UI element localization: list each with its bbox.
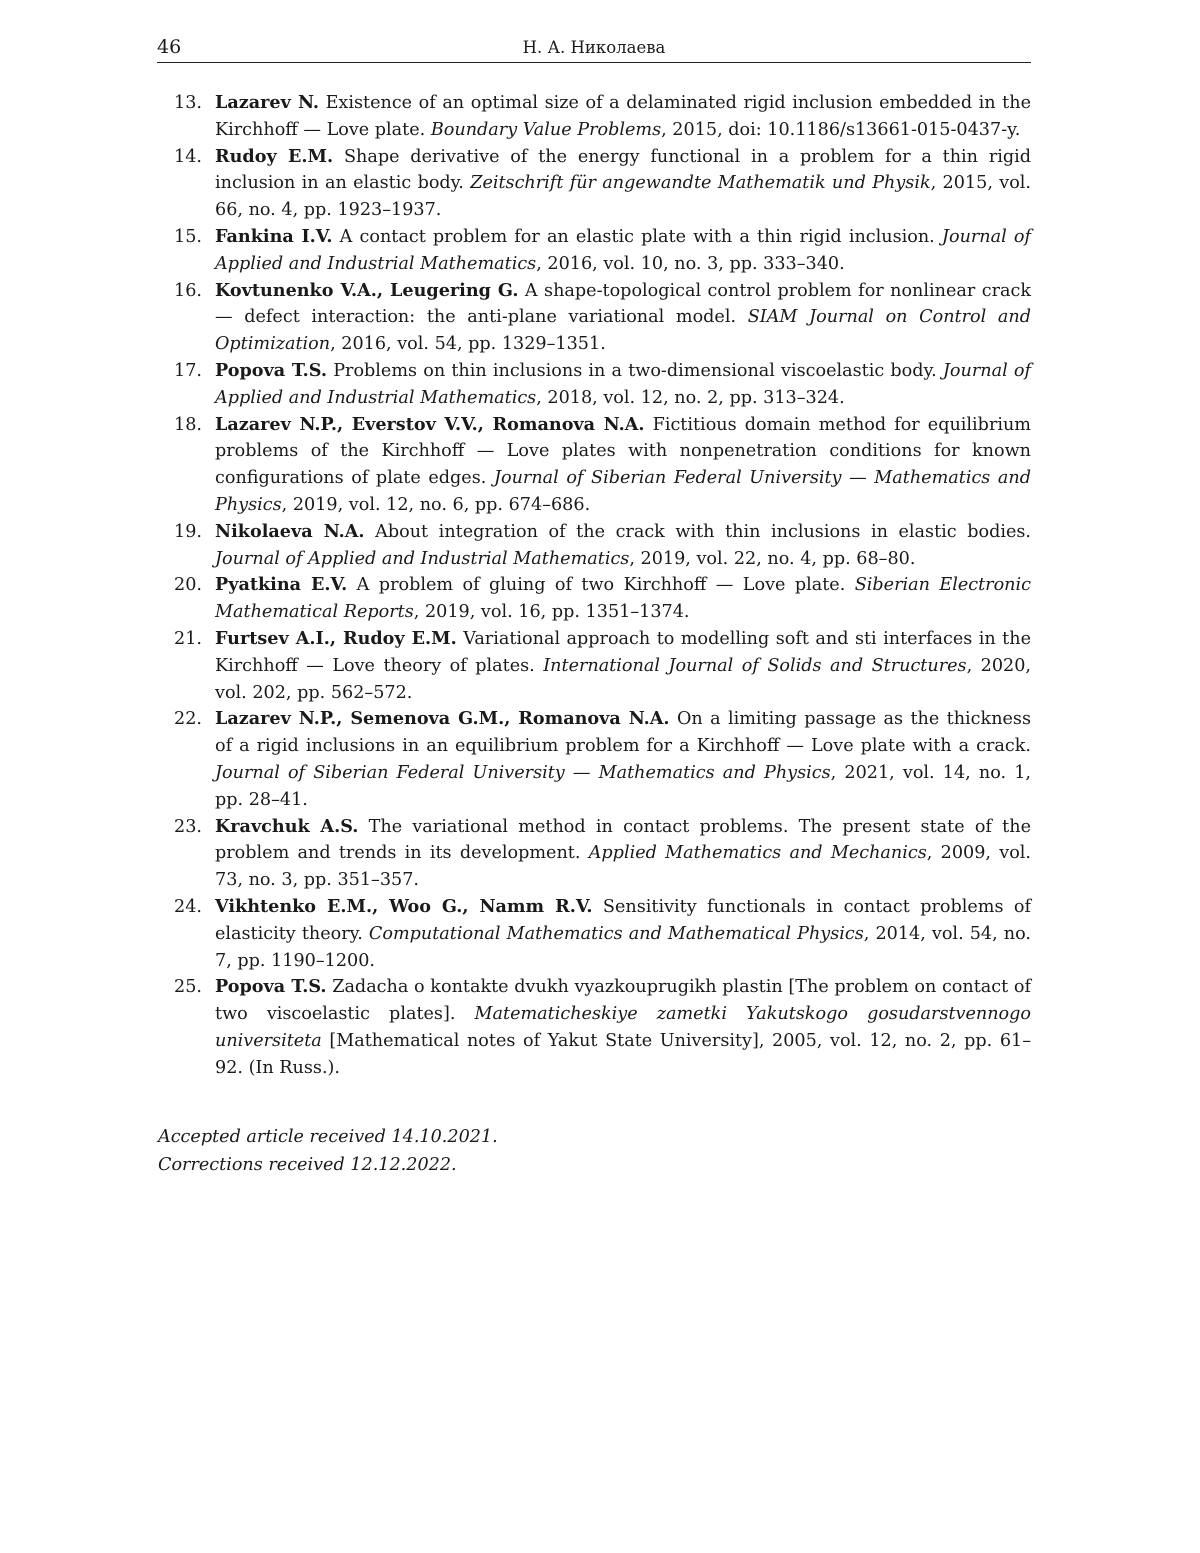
reference-journal: Computational Mathematics and Mathematical Physics bbox=[368, 923, 864, 944]
reference-journal: Applied Mathematics and Mechanics bbox=[588, 843, 927, 864]
reference-authors: Kovtunenko V.A., Leugering G. bbox=[215, 279, 519, 301]
page-header bbox=[157, 30, 1031, 63]
reference-number: 14. bbox=[174, 146, 202, 167]
reference-number: 17. bbox=[174, 360, 202, 381]
reference-authors: Popova T.S. bbox=[215, 976, 327, 998]
reference-item bbox=[157, 519, 1031, 573]
reference-title: A contact problem for an elastic plate with a thin rigid inclusion. bbox=[332, 226, 942, 247]
reference-journal: Journal of Siberian Federal University — Mathematics and Physics bbox=[215, 762, 831, 783]
reference-journal: Journal of Applied and Industrial Mathematics bbox=[215, 226, 1031, 274]
reference-item bbox=[157, 412, 1031, 519]
reference-number: 22. bbox=[174, 709, 202, 730]
reference-number: 13. bbox=[174, 93, 202, 113]
reference-number: 19. bbox=[174, 521, 202, 542]
reference-authors: Rudoy E.M. bbox=[215, 145, 334, 167]
reference-item bbox=[157, 278, 1031, 358]
reference-item bbox=[157, 706, 1031, 813]
reference-authors: Popova T.S. bbox=[215, 359, 328, 381]
reference-title: Variational approach to modelling soft and sti interfaces in the Kirchhoff — Love theory of plates. bbox=[215, 628, 1031, 676]
running-head: Н. А. Николаева bbox=[522, 38, 666, 57]
reference-number: 24. bbox=[174, 896, 202, 917]
reference-title: On a limiting passage as the thickness of a rigid inclusions in an equilibrium problem for a Kirchhoff — Love plate with a crack. bbox=[215, 709, 1031, 757]
reference-number: 25. bbox=[174, 977, 202, 998]
reference-journal: Journal of Applied and Industrial Mathematics bbox=[215, 360, 1031, 408]
reference-authors: Lazarev N.P., Everstov V.V., Romanova N.A. bbox=[215, 413, 645, 435]
article-dates bbox=[158, 1123, 498, 1179]
reference-authors: Lazarev N.P., Semenova G.M., Romanova N.A. bbox=[215, 708, 670, 730]
reference-details: , 2019, vol. 22, no. 4, pp. 68–80. bbox=[629, 548, 916, 569]
reference-title: A shape-topological control problem for nonlinear crack — defect interaction: the anti-plane variational model. bbox=[215, 280, 1032, 328]
reference-title: The variational method in contact problems. The present state of the problem and trends in its development. bbox=[215, 816, 1031, 864]
reference-number: 15. bbox=[174, 226, 202, 247]
reference-journal: Journal of Siberian Federal University — Mathematics and Physics bbox=[215, 468, 1031, 515]
reference-details: , 2019, vol. 16, pp. 1351–1374. bbox=[413, 602, 690, 623]
reference-details: , 2018, vol. 12, no. 2, pp. 313–324. bbox=[536, 387, 845, 408]
reference-title: A problem of gluing of two Kirchhoff — Love plate. bbox=[347, 575, 855, 596]
reference-item bbox=[157, 894, 1031, 974]
reference-title: Zadacha o kontakte dvukh vyazkouprugikh plastin [The problem on contact of two viscoelastic plates]. bbox=[215, 977, 1032, 1025]
reference-number: 18. bbox=[174, 414, 202, 435]
reference-title: Existence of an optimal size of a delaminated rigid inclusion embedded in the Kirchhoff — Love plate. bbox=[215, 93, 1031, 140]
reference-authors: Vikhtenko E.M., Woo G., Namm R.V. bbox=[215, 895, 593, 917]
reference-item bbox=[157, 358, 1031, 412]
reference-authors: Pyatkina E.V. bbox=[215, 574, 348, 596]
reference-details: , 2021, vol. 14, no. 1, pp. 28–41. bbox=[215, 762, 1031, 810]
reference-number: 23. bbox=[174, 816, 202, 837]
reference-details: , 2014, vol. 54, no. 7, pp. 1190–1200. bbox=[215, 923, 1031, 971]
reference-journal: International Journal of Solids and Structures bbox=[543, 655, 967, 676]
reference-details: , 2016, vol. 10, no. 3, pp. 333–340. bbox=[536, 253, 845, 274]
reference-journal: Journal of Applied and Industrial Mathematics bbox=[215, 548, 630, 569]
reference-item bbox=[157, 814, 1031, 894]
reference-details: , 2009, vol. 73, no. 3, pp. 351–357. bbox=[215, 843, 1032, 891]
reference-details: , 2015, doi: 10.1186/s13661-015-0437-y. bbox=[661, 119, 1021, 140]
reference-details: , 2020, vol. 202, pp. 562–572. bbox=[215, 655, 1032, 703]
corrections-date: Corrections received 12.12.2022. bbox=[158, 1155, 457, 1175]
reference-journal: Siberian Electronic Mathematical Reports bbox=[215, 575, 1031, 623]
reference-details: , 2016, vol. 54, pp. 1329–1351. bbox=[330, 334, 606, 355]
reference-number: 20. bbox=[174, 575, 202, 596]
reference-title: Fictitious domain method for equilibrium problems of the Kirchhoff — Love plates with nonpenetration conditions for known configurations of plate edges. bbox=[215, 414, 1031, 489]
reference-details: [Mathematical notes of Yakut State University], 2005, vol. 12, no. 2, pp. 61–92. (In Russ.). bbox=[215, 1030, 1031, 1078]
page bbox=[157, 30, 1032, 1175]
reference-journal: Boundary Value Problems bbox=[430, 119, 662, 140]
reference-title: About integration of the crack with thin inclusions in elastic bodies. bbox=[364, 521, 1031, 542]
reference-authors: Lazarev N. bbox=[215, 92, 320, 113]
reference-item bbox=[157, 224, 1031, 278]
reference-journal: SIAM Journal on Control and Optimization bbox=[215, 307, 1031, 355]
reference-authors: Furtsev A.I., Rudoy E.M. bbox=[215, 627, 457, 649]
reference-number: 21. bbox=[174, 628, 202, 649]
page-number: 46 bbox=[157, 36, 182, 58]
accepted-date: Accepted article received 14.10.2021. bbox=[158, 1127, 498, 1147]
reference-number: 16. bbox=[174, 280, 202, 301]
reference-item bbox=[157, 144, 1031, 224]
reference-item bbox=[157, 90, 1031, 144]
reference-details: , 2019, vol. 12, no. 6, pp. 674–686. bbox=[281, 494, 591, 515]
reference-authors: Fankina I.V. bbox=[215, 225, 333, 247]
reference-journal: Matematicheskiye zametki Yakutskogo gosudarstvennogo universiteta bbox=[215, 1004, 1032, 1051]
reference-item bbox=[157, 626, 1031, 706]
reference-title: Problems on thin inclusions in a two-dimensional viscoelastic body. bbox=[327, 360, 943, 381]
reference-title: Sensitivity functionals in contact problems of elasticity theory. bbox=[215, 896, 1031, 944]
reference-authors: Kravchuk A.S. bbox=[215, 815, 359, 837]
reference-title: Shape derivative of the energy functional in a problem for a thin rigid inclusion in an elastic body. bbox=[215, 146, 1032, 194]
reference-authors: Nikolaeva N.A. bbox=[215, 520, 365, 542]
reference-list bbox=[157, 90, 1031, 1081]
reference-item bbox=[157, 974, 1031, 1081]
reference-journal: Zeitschrift für angewandte Mathematik und Physik bbox=[470, 173, 931, 194]
reference-details: , 2015, vol. 66, no. 4, pp. 1923–1937. bbox=[215, 173, 1032, 221]
reference-item bbox=[157, 572, 1031, 626]
